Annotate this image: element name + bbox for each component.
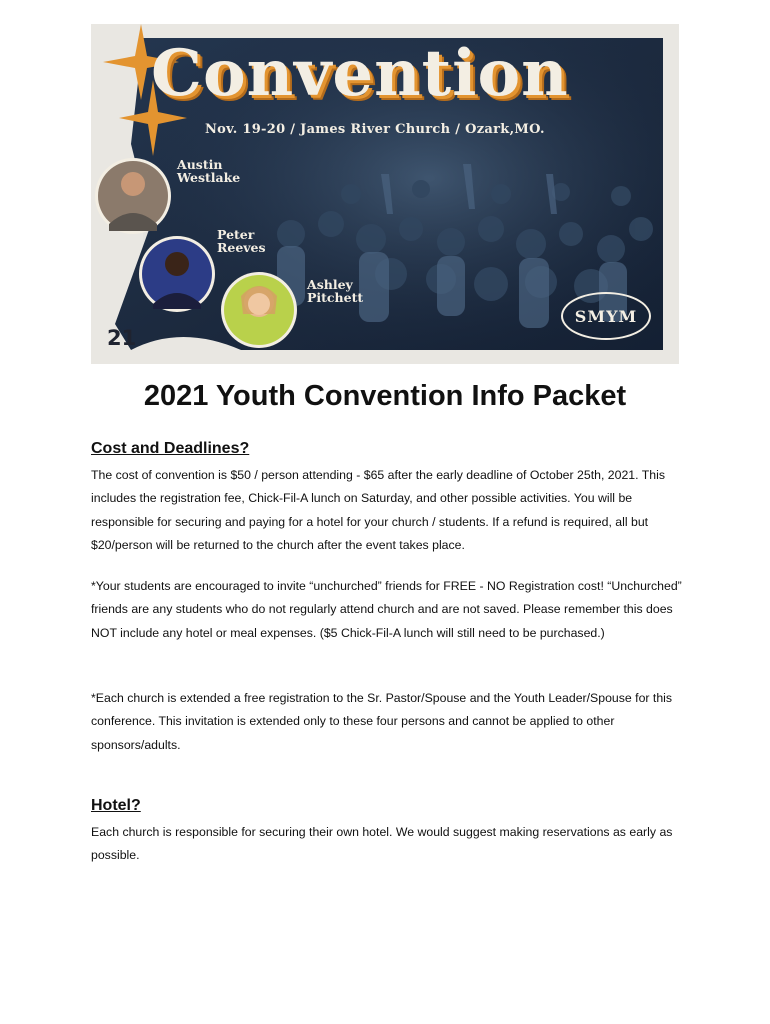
speaker-name: Ashley Pitchett [307,277,364,305]
smym-logo-text: SMYM [574,306,638,326]
paragraph-unchurched: *Your students are encouraged to invite “unchurched” friends for FREE - NO Registration cost! “Unchurched” friends are any students who do not regularly attend church and are not saved. Please remember this does NOT include any hotel or meal expenses. ($5 Chick-Fil-A lunch will still need to be purchased.) [91,579,682,640]
document-title: 2021 Youth Convention Info Packet [143,380,627,412]
section-heading-hotel: Hotel? [91,797,141,814]
speaker-name: Austin Westlake [177,157,241,185]
banner-subtitle: Nov. 19-20 / James River Church / Ozark,MO. [205,122,545,137]
section-heading-cost: Cost and Deadlines? [91,440,250,457]
banner-title: Convention [151,36,569,111]
smym-logo [561,292,651,340]
year-badge: 21 [107,326,137,350]
paragraph-free-registration: *Each church is extended a free registration to the Sr. Pastor/Spouse and the Youth Leader/Spouse for this conference. This invitation is extended only to these four persons and cannot be applied to other sponsors/adults. [91,691,673,752]
paragraph-hotel: Each church is responsible for securing their own hotel. We would suggest making reservations as early as possible. [91,825,673,863]
speaker-name: Peter Reeves [217,227,266,255]
paragraph-cost: The cost of convention is $50 / person attending - $65 after the early deadline of October 25th, 2021. This includes the registration fee, Chick-Fil-A lunch on Saturday, and other possible activities. You will be responsible for securing and paying for a hotel for your church / students. If a refund is required, all but $20/person will be returned to the church after the event takes place. [91,468,665,552]
convention-banner [91,24,679,364]
